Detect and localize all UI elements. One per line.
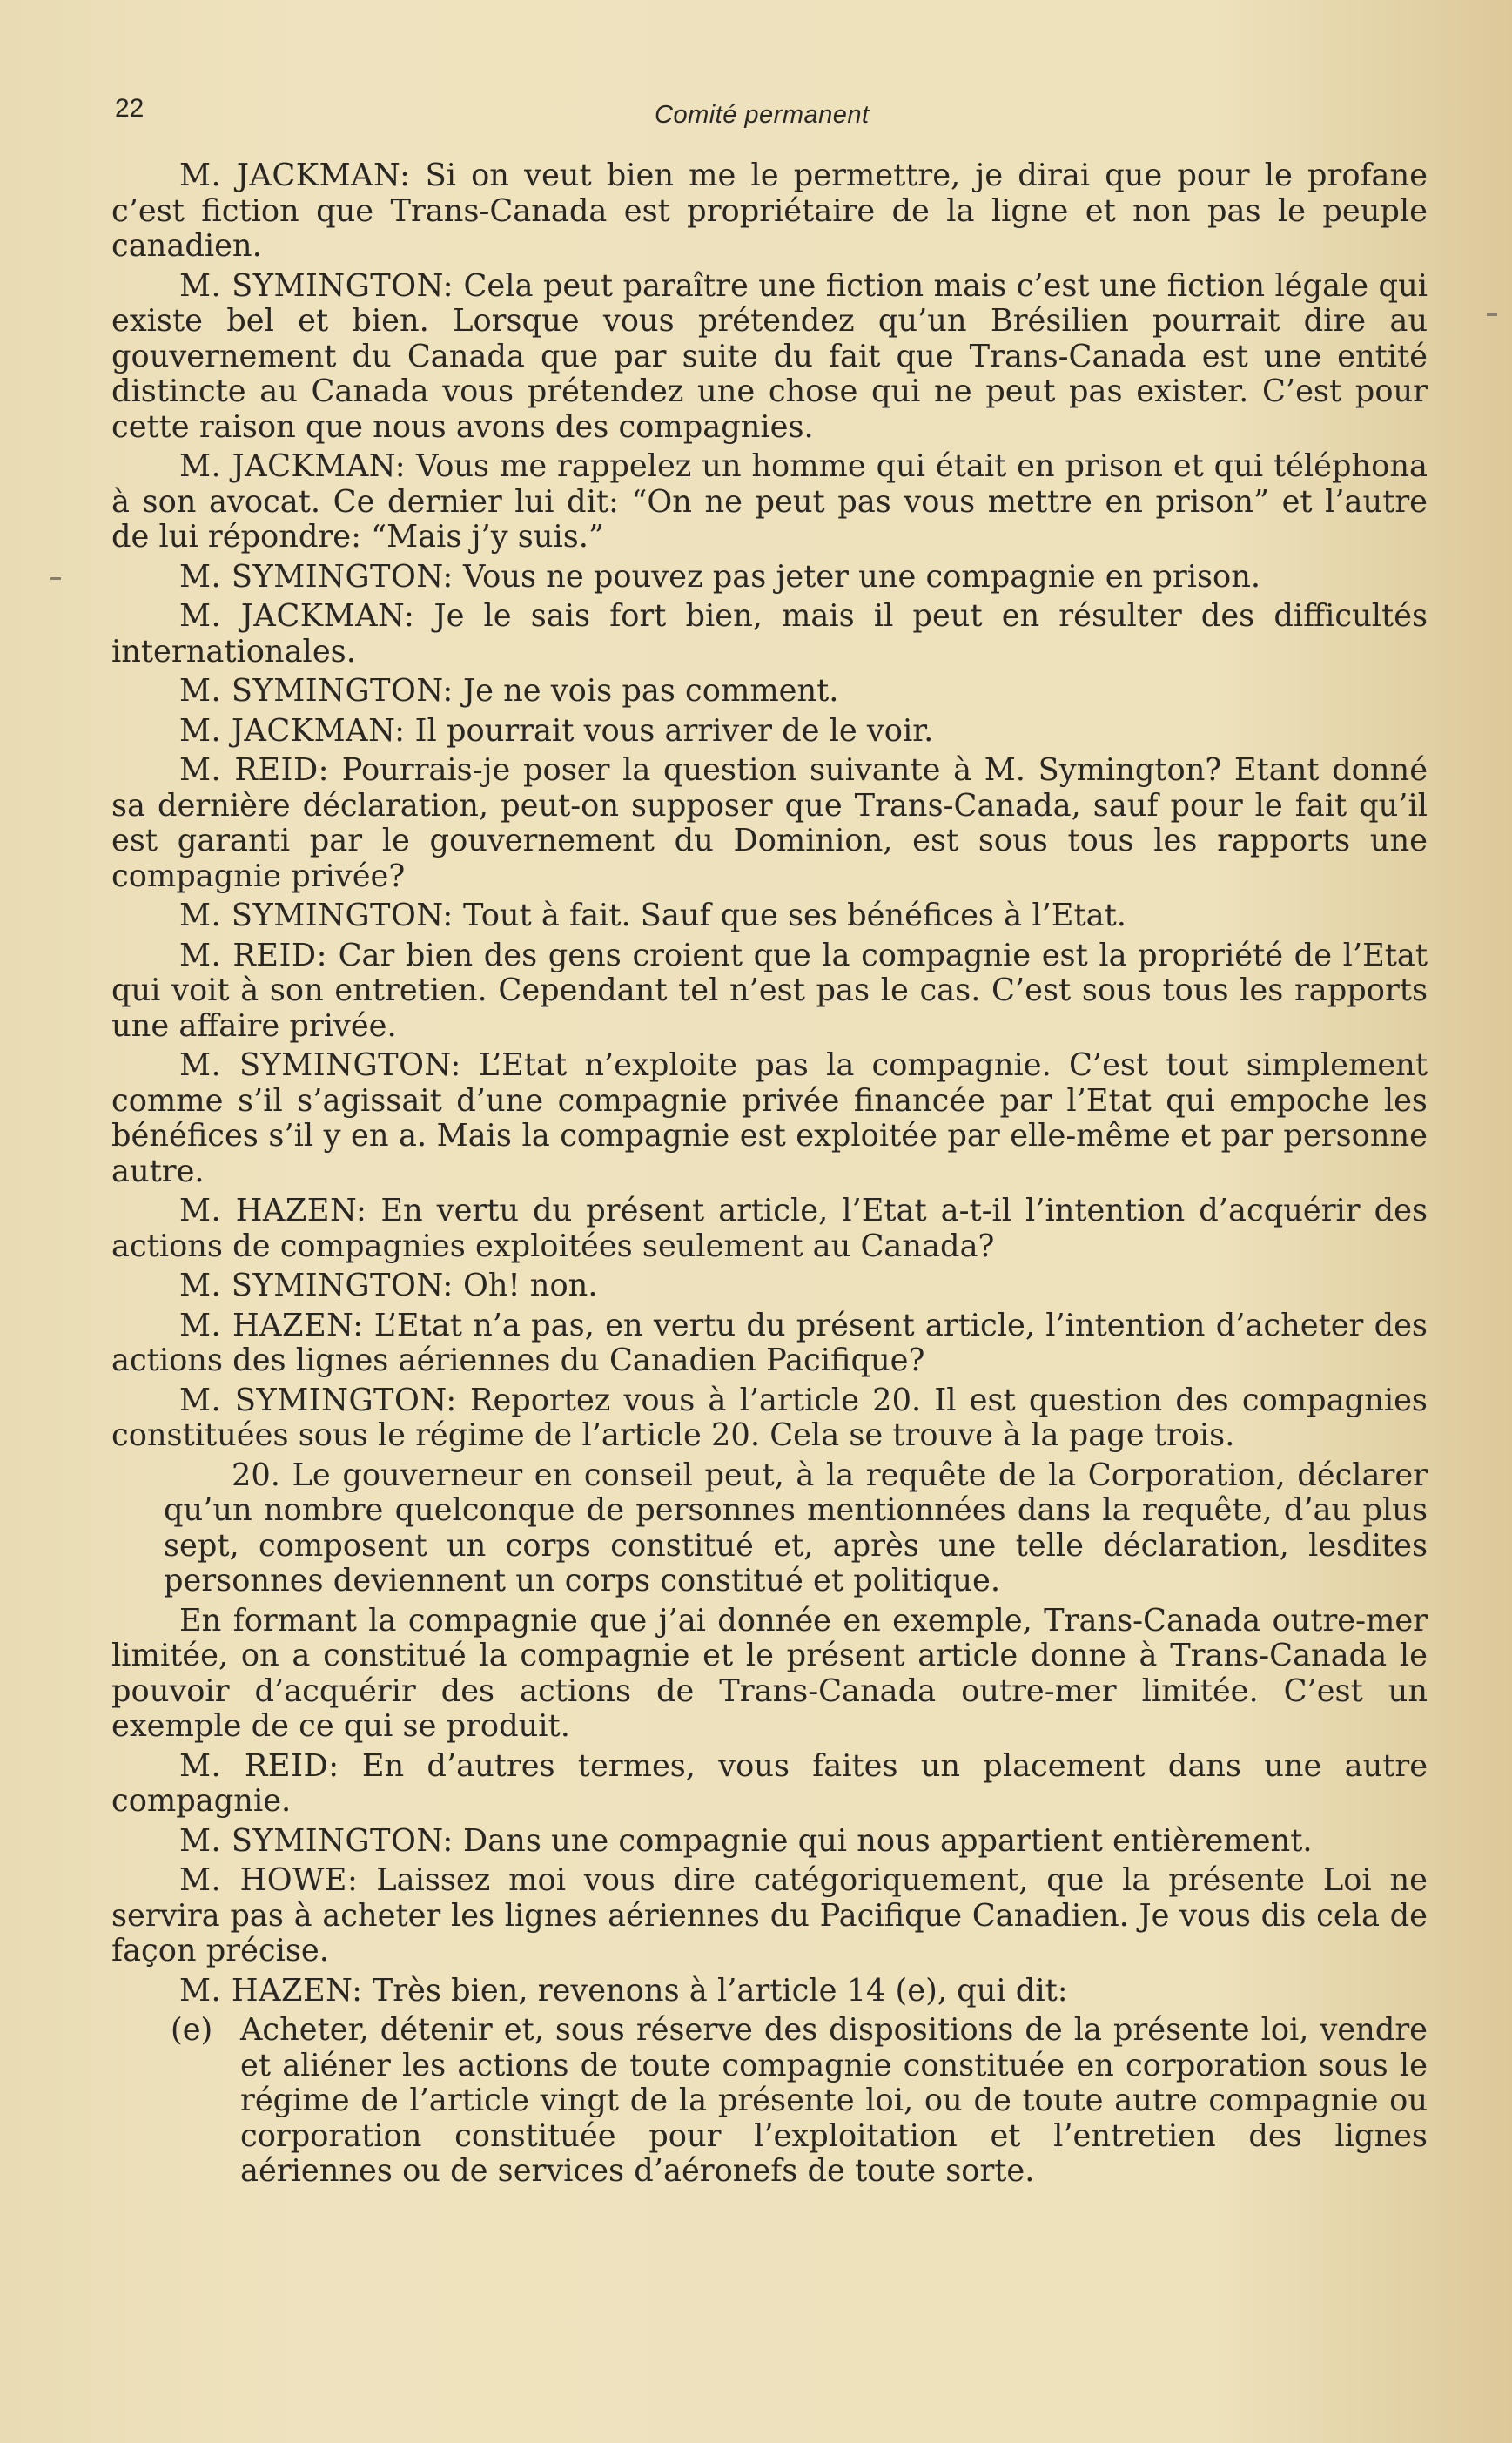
transcript-paragraph — [111, 1604, 1428, 1745]
running-head: Comité permanent — [655, 101, 870, 129]
transcript-paragraph — [111, 753, 1428, 894]
transcript-paragraph — [111, 1974, 1428, 2009]
speaker-name: M. REID: — [179, 937, 327, 973]
transcript-paragraph — [111, 1458, 1428, 1599]
paragraph-text: Vous ne pouvez pas jeter une compagnie en prison. — [462, 558, 1261, 595]
paragraph-text: Je le sais fort bien, mais il peut en résulter des difficultés internationales. — [111, 598, 1428, 670]
paragraph-list — [111, 158, 1428, 2009]
paragraph-text: Il pourrait vous arriver de le voir. — [414, 712, 934, 749]
speaker-name: M. REID: — [179, 752, 330, 788]
speaker-name: M. JACKMAN: — [179, 158, 411, 193]
transcript-paragraph — [111, 674, 1428, 710]
transcript-paragraph — [111, 1824, 1428, 1860]
speaker-name: M. HAZEN: — [179, 1972, 363, 2009]
paragraph-text: Si on veut bien me le permettre, je dirai que pour le profane c’est fiction que Trans-Canada est propriétaire de la ligne et non pas le peuple canadien. — [111, 158, 1428, 264]
transcript-paragraph — [111, 269, 1428, 446]
paragraph-text: En formant la compagnie que j’ai donnée en exemple, Trans-Canada outre-mer limitée, on a constitué la compagnie et le présent article donne à Trans-Canada le pouvoir d’acquérir des actions de Trans-Canada outre-mer limitée. C’est un exemple de ce qui se produit. — [111, 1602, 1428, 1744]
transcript-paragraph — [111, 1269, 1428, 1304]
speaker-name: M. HOWE: — [179, 1862, 359, 1898]
paragraph-text: Cela peut paraître une fiction mais c’est une fiction légale qui existe bel et bien. Lorsque vous prétendez qu’un Brésilien pourrait dire au gouvernement du Canada que par suite du fait que Trans-Canada est une entité distincte au Canada vous prétendez une chose qui ne peut pas exister. C’est pour cette raison que nous avons des compagnies. — [111, 267, 1428, 445]
paragraph-text: Pourrais-je poser la question suivante à M. Symington? Etant donné sa dernière déclaration, peut-on supposer que Trans-Canada, sauf pour le fait qu’il est garanti par le gouvernement du Dominion, est sous tous les rapports une compagnie privée? — [111, 752, 1428, 894]
speaker-name: M. SYMINGTON: — [179, 1268, 454, 1303]
transcript-body — [111, 158, 1428, 2190]
speaker-name: M. JACKMAN: — [179, 598, 415, 634]
speaker-name: M. SYMINGTON: — [179, 558, 454, 595]
transcript-paragraph — [111, 560, 1428, 596]
transcript-paragraph — [111, 158, 1428, 265]
margin-mark — [1487, 313, 1497, 316]
transcript-paragraph — [111, 1048, 1428, 1189]
quoted-clause-e — [111, 2013, 1428, 2190]
speaker-name: M. SYMINGTON: — [179, 1382, 457, 1418]
paragraph-text: L’Etat n’a pas, en vertu du présent article, l’intention d’acheter des actions des lignes aériennes du Canadien Pacifique? — [111, 1307, 1428, 1378]
paragraph-text: Reportez vous à l’article 20. Il est question des compagnies constituées sous le régime de l’article 20. Cela se trouve à la page trois. — [111, 1382, 1428, 1453]
transcript-paragraph — [111, 1194, 1428, 1264]
page-number: 22 — [115, 94, 144, 123]
speaker-name: M. JACKMAN: — [179, 712, 406, 749]
speaker-name: M. REID: — [179, 1747, 339, 1784]
paragraph-text: Oh! non. — [462, 1268, 598, 1303]
speaker-name: M. HAZEN: — [179, 1307, 364, 1343]
transcript-paragraph — [111, 449, 1428, 555]
transcript-paragraph — [111, 939, 1428, 1045]
speaker-name: M. SYMINGTON: — [179, 1822, 454, 1859]
paragraph-text: Je ne vois pas comment. — [462, 673, 839, 709]
speaker-name: M. SYMINGTON: — [179, 1047, 461, 1083]
transcript-paragraph — [111, 898, 1428, 934]
paragraph-text: Tout à fait. Sauf que ses bénéfices à l’Etat. — [462, 898, 1126, 933]
paragraph-text: 20. Le gouverneur en conseil peut, à la requête de la Corporation, déclarer qu’un nombre quelconque de personnes mentionnées dans la requête, d’au plus sept, composent un corps constitué et, après une telle déclaration, lesdites personnes deviennent un corps constitué et politique. — [164, 1457, 1428, 1598]
paragraph-text: Très bien, revenons à l’article 14 (e), qui dit: — [372, 1972, 1068, 2009]
paragraph-text: L’Etat n’exploite pas la compagnie. C’est tout simplement comme s’il s’agissait d’une compagnie privée financée par l’Etat qui empoche les bénéfices s’il y en a. Mais la compagnie est exploitée par elle-même et par personne autre. — [111, 1047, 1428, 1189]
transcript-paragraph — [111, 1383, 1428, 1454]
speaker-name: M. SYMINGTON: — [179, 267, 454, 304]
transcript-paragraph — [111, 1749, 1428, 1820]
paragraph-text: Laissez moi vous dire catégoriquement, que la présente Loi ne servira pas à acheter les lignes aériennes du Pacifique Canadien. Je vous dis cela de façon précise. — [111, 1862, 1428, 1969]
margin-mark — [50, 577, 61, 580]
speaker-name: M. SYMINGTON: — [179, 673, 454, 709]
transcript-paragraph — [111, 1863, 1428, 1969]
paragraph-text: En vertu du présent article, l’Etat a-t-il l’intention d’acquérir des actions de compagnies exploitées seulement au Canada? — [111, 1193, 1428, 1264]
paragraph-text: Dans une compagnie qui nous appartient entièrement. — [462, 1822, 1313, 1859]
speaker-name: M. JACKMAN: — [179, 448, 407, 484]
clause-text: Acheter, détenir et, sous réserve des dispositions de la présente loi, vendre et aliéner les actions de toute compagnie constituée en corporation sous le régime de l’article vingt de la présente loi, ou de toute autre compagnie ou corporation constituée pour l’exploitation et l’entretien des lignes aériennes ou de services d’aéronefs de toute sorte. — [240, 2012, 1428, 2189]
paragraph-text: Vous me rappelez un homme qui était en prison et qui téléphona à son avocat. Ce dernier lui dit: “On ne peut pas vous mettre en prison” et l’autre de lui répondre: “Mais j’y suis.” — [111, 448, 1428, 555]
transcript-paragraph — [111, 1309, 1428, 1379]
clause-marker: (e) — [171, 2012, 213, 2048]
speaker-name: M. SYMINGTON: — [179, 898, 454, 933]
transcript-paragraph — [111, 714, 1428, 750]
paragraph-text: En d’autres termes, vous faites un placement dans une autre compagnie. — [111, 1747, 1428, 1819]
paragraph-text: Car bien des gens croient que la compagnie est la propriété de l’Etat qui voit à son entretien. Cependant tel n’est pas le cas. C’est sous tous les rapports une affaire privée. — [111, 937, 1428, 1044]
speaker-name: M. HAZEN: — [179, 1193, 367, 1228]
transcript-paragraph — [111, 599, 1428, 670]
